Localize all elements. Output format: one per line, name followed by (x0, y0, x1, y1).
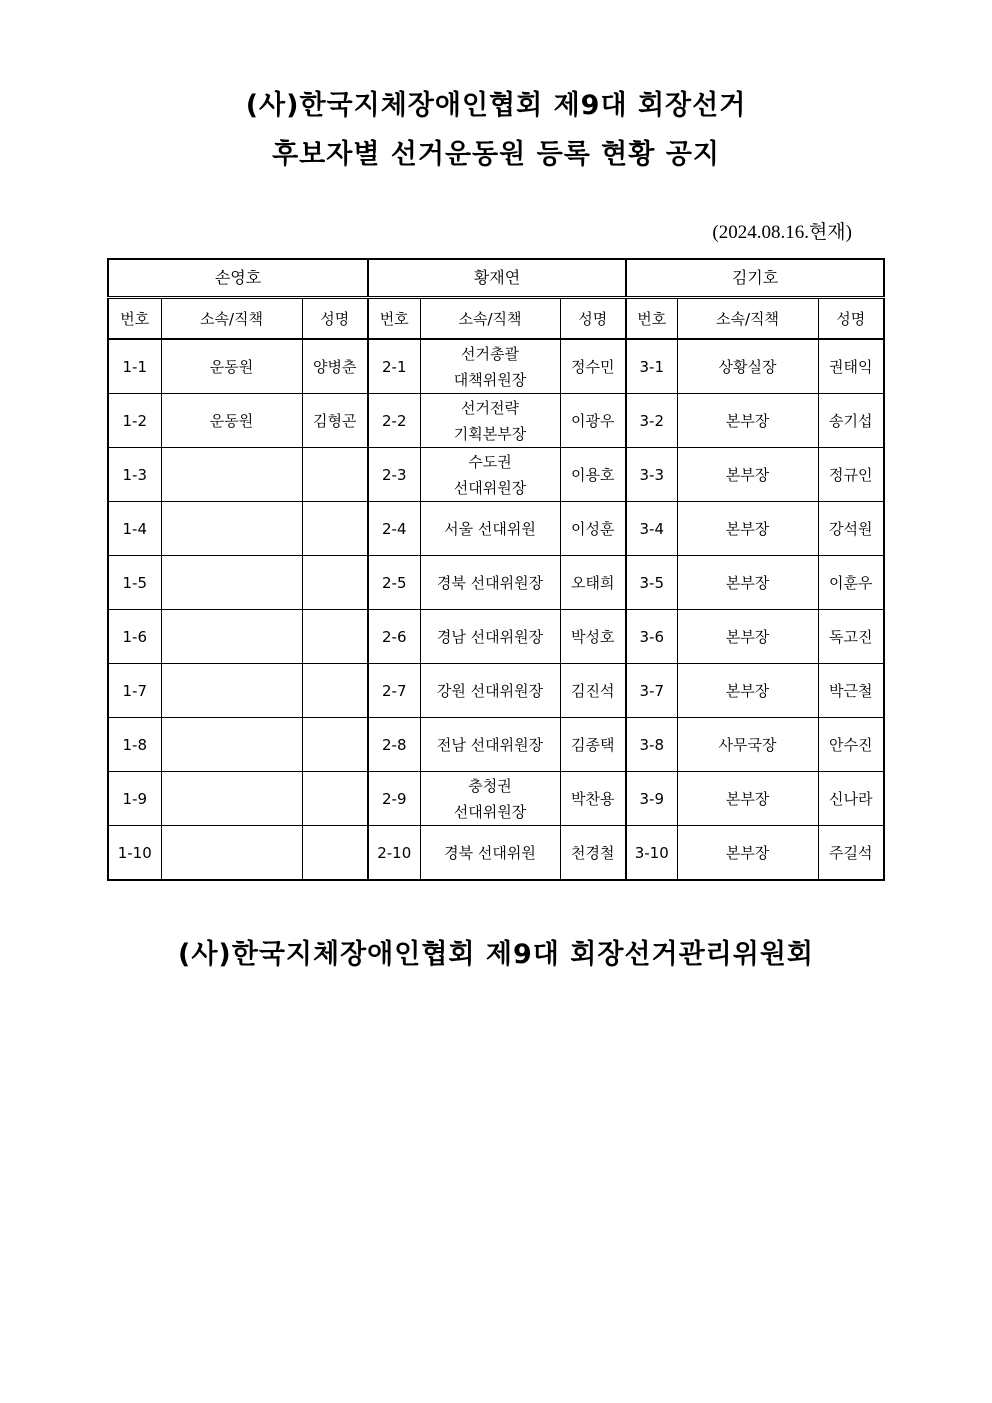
cell-num: 1-5 (108, 556, 161, 610)
cell-num: 2-6 (368, 610, 420, 664)
cell-name: 박근철 (818, 664, 884, 718)
cell-role: 서울 선대위원 (420, 502, 560, 556)
footer-committee: (사)한국지체장애인협회 제9대 회장선거관리위원회 (178, 939, 814, 970)
title-line-1: (사)한국지체장애인협회 제9대 회장선거 (245, 90, 747, 121)
cell-num: 3-7 (626, 664, 677, 718)
cell-num: 2-5 (368, 556, 420, 610)
cell-name: 이용호 (560, 448, 626, 502)
cell-name: 정규인 (818, 448, 884, 502)
cell-role: 본부장 (677, 502, 818, 556)
cell-role: 강원 선대위원장 (420, 664, 560, 718)
cell-name (302, 826, 368, 881)
col-header-role: 소속/직책 (677, 298, 818, 340)
col-header-role: 소속/직책 (420, 298, 560, 340)
cell-name (302, 556, 368, 610)
cell-role: 본부장 (677, 448, 818, 502)
cell-role (161, 610, 302, 664)
cell-num: 3-5 (626, 556, 677, 610)
cell-role: 본부장 (677, 556, 818, 610)
cell-num: 1-9 (108, 772, 161, 826)
col-header-name: 성명 (560, 298, 626, 340)
cell-name (302, 502, 368, 556)
cell-name: 안수진 (818, 718, 884, 772)
table-row (108, 718, 884, 772)
col-header-role: 소속/직책 (161, 298, 302, 340)
cell-num: 2-10 (368, 826, 420, 881)
cell-name: 천경철 (560, 826, 626, 881)
cell-role: 본부장 (677, 826, 818, 881)
cell-role: 본부장 (677, 610, 818, 664)
cell-name: 송기섭 (818, 394, 884, 448)
cell-num: 2-9 (368, 772, 420, 826)
cell-num: 2-7 (368, 664, 420, 718)
cell-name (302, 664, 368, 718)
cell-name: 정수민 (560, 339, 626, 394)
table-row (108, 448, 884, 502)
cell-name: 이광우 (560, 394, 626, 448)
as-of-date: (2024.08.16.현재) (712, 222, 852, 243)
cell-num: 2-2 (368, 394, 420, 448)
col-header-name: 성명 (302, 298, 368, 340)
cell-name: 김종택 (560, 718, 626, 772)
cell-num: 3-8 (626, 718, 677, 772)
col-header-num: 번호 (368, 298, 420, 340)
table-row (108, 394, 884, 448)
cell-num: 3-9 (626, 772, 677, 826)
cell-name: 독고진 (818, 610, 884, 664)
title-line-2: 후보자별 선거운동원 등록 현황 공지 (272, 139, 720, 170)
cell-num: 1-1 (108, 339, 161, 394)
candidate-header-2: 황재연 (368, 259, 626, 298)
cell-role (161, 772, 302, 826)
cell-role: 본부장 (677, 664, 818, 718)
cell-name: 박성호 (560, 610, 626, 664)
cell-name: 김형곤 (302, 394, 368, 448)
cell-name (302, 610, 368, 664)
cell-role: 충청권 선대위원장 (420, 772, 560, 826)
table-row (108, 556, 884, 610)
cell-num: 3-6 (626, 610, 677, 664)
cell-num: 1-4 (108, 502, 161, 556)
col-header-num: 번호 (626, 298, 677, 340)
cell-role: 사무국장 (677, 718, 818, 772)
cell-name: 신나라 (818, 772, 884, 826)
col-header-num: 번호 (108, 298, 161, 340)
cell-name: 양병춘 (302, 339, 368, 394)
cell-num: 3-4 (626, 502, 677, 556)
cell-num: 2-1 (368, 339, 420, 394)
cell-role: 운동원 (161, 339, 302, 394)
cell-num: 2-3 (368, 448, 420, 502)
cell-role (161, 664, 302, 718)
table-row (108, 664, 884, 718)
table-row (108, 502, 884, 556)
cell-role (161, 448, 302, 502)
cell-num: 1-8 (108, 718, 161, 772)
cell-role (161, 556, 302, 610)
table-row (108, 339, 884, 394)
cell-name: 이성훈 (560, 502, 626, 556)
cell-name: 강석원 (818, 502, 884, 556)
cell-num: 1-7 (108, 664, 161, 718)
cell-num: 3-10 (626, 826, 677, 881)
cell-name: 권태익 (818, 339, 884, 394)
cell-name: 김진석 (560, 664, 626, 718)
cell-num: 1-3 (108, 448, 161, 502)
cell-num: 2-8 (368, 718, 420, 772)
table-row (108, 772, 884, 826)
cell-role: 선거전략 기획본부장 (420, 394, 560, 448)
cell-num: 3-1 (626, 339, 677, 394)
col-header-name: 성명 (818, 298, 884, 340)
cell-name: 주길석 (818, 826, 884, 881)
cell-num: 3-3 (626, 448, 677, 502)
cell-name (302, 772, 368, 826)
cell-num: 2-4 (368, 502, 420, 556)
table-row (108, 610, 884, 664)
cell-role: 본부장 (677, 772, 818, 826)
cell-num: 1-6 (108, 610, 161, 664)
cell-name (302, 718, 368, 772)
cell-name: 오태희 (560, 556, 626, 610)
cell-role: 경북 선대위원 (420, 826, 560, 881)
cell-role: 선거총괄 대책위원장 (420, 339, 560, 394)
cell-role: 수도권 선대위원장 (420, 448, 560, 502)
cell-role: 본부장 (677, 394, 818, 448)
candidate-header-1: 손영호 (108, 259, 368, 298)
cell-name: 박찬용 (560, 772, 626, 826)
cell-role (161, 502, 302, 556)
cell-role (161, 718, 302, 772)
cell-name (302, 448, 368, 502)
cell-name: 이훈우 (818, 556, 884, 610)
table-row (108, 826, 884, 881)
cell-role: 상황실장 (677, 339, 818, 394)
cell-num: 1-2 (108, 394, 161, 448)
candidate-header-3: 김기호 (626, 259, 884, 298)
cell-role: 운동원 (161, 394, 302, 448)
cell-num: 1-10 (108, 826, 161, 881)
cell-role (161, 826, 302, 881)
cell-role: 경북 선대위원장 (420, 556, 560, 610)
cell-role: 경남 선대위원장 (420, 610, 560, 664)
campaign-staff-table (107, 258, 885, 881)
cell-role: 전남 선대위원장 (420, 718, 560, 772)
cell-num: 3-2 (626, 394, 677, 448)
